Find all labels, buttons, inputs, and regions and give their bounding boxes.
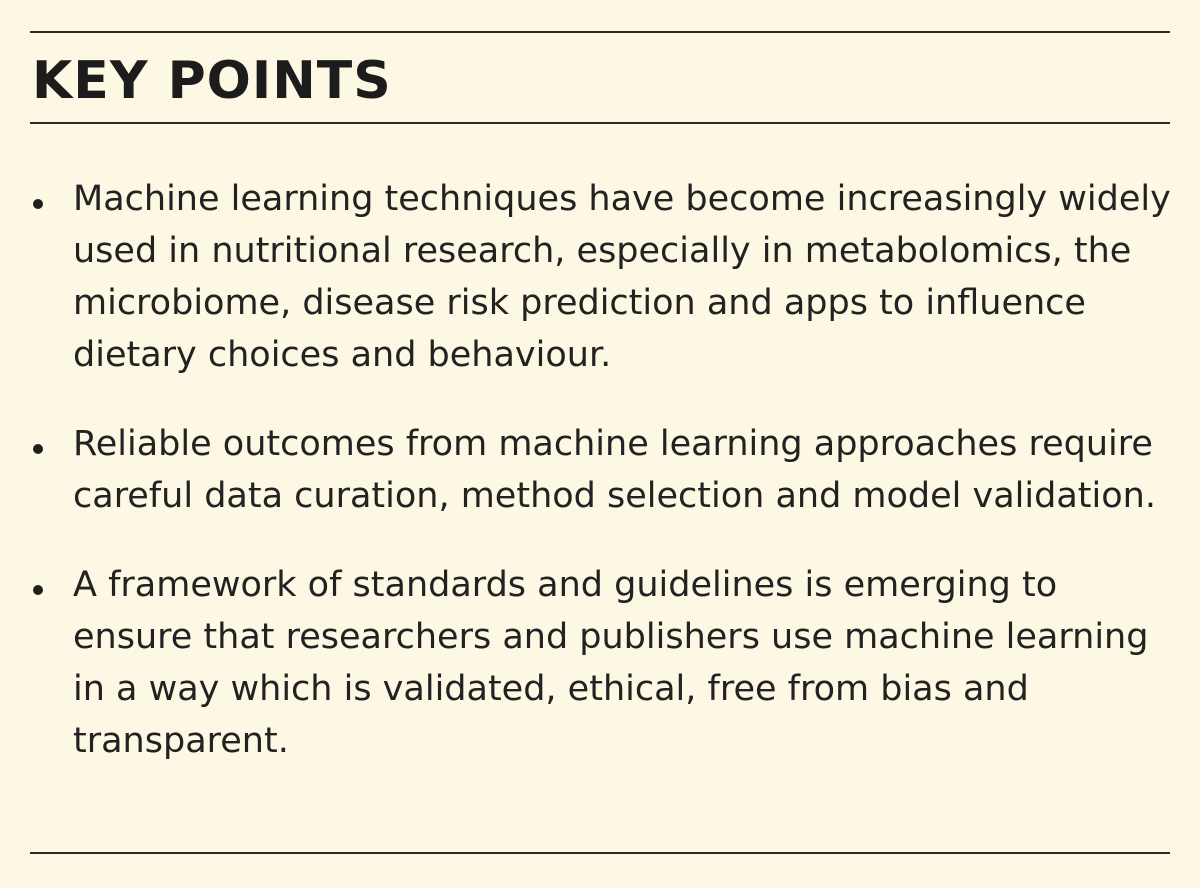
bullet-icon <box>33 199 43 209</box>
bullet-icon <box>33 585 43 595</box>
bullet-icon <box>33 444 43 454</box>
heading-rule <box>30 122 1170 124</box>
key-point-text: A framework of standards and guidelines is emerging to ensure that researchers and publishers use machine learning in a way which is validated, ethical, free from bias and transparent. <box>73 565 1149 761</box>
key-points-heading: KEY POINTS <box>32 51 392 111</box>
top-rule <box>30 31 1170 33</box>
key-point-item <box>30 418 1180 522</box>
key-points-list <box>30 173 1180 804</box>
bottom-rule <box>30 852 1170 854</box>
key-point-item <box>30 173 1180 381</box>
key-point-text: Machine learning techniques have become increasingly widely used in nutritional research, especially in metabolomics, the microbiome, disease risk prediction and apps to influence dietary choices and behaviour. <box>73 179 1171 375</box>
key-point-text: Reliable outcomes from machine learning approaches require careful data curation, method selection and model validation. <box>73 424 1156 516</box>
key-point-item <box>30 559 1180 767</box>
